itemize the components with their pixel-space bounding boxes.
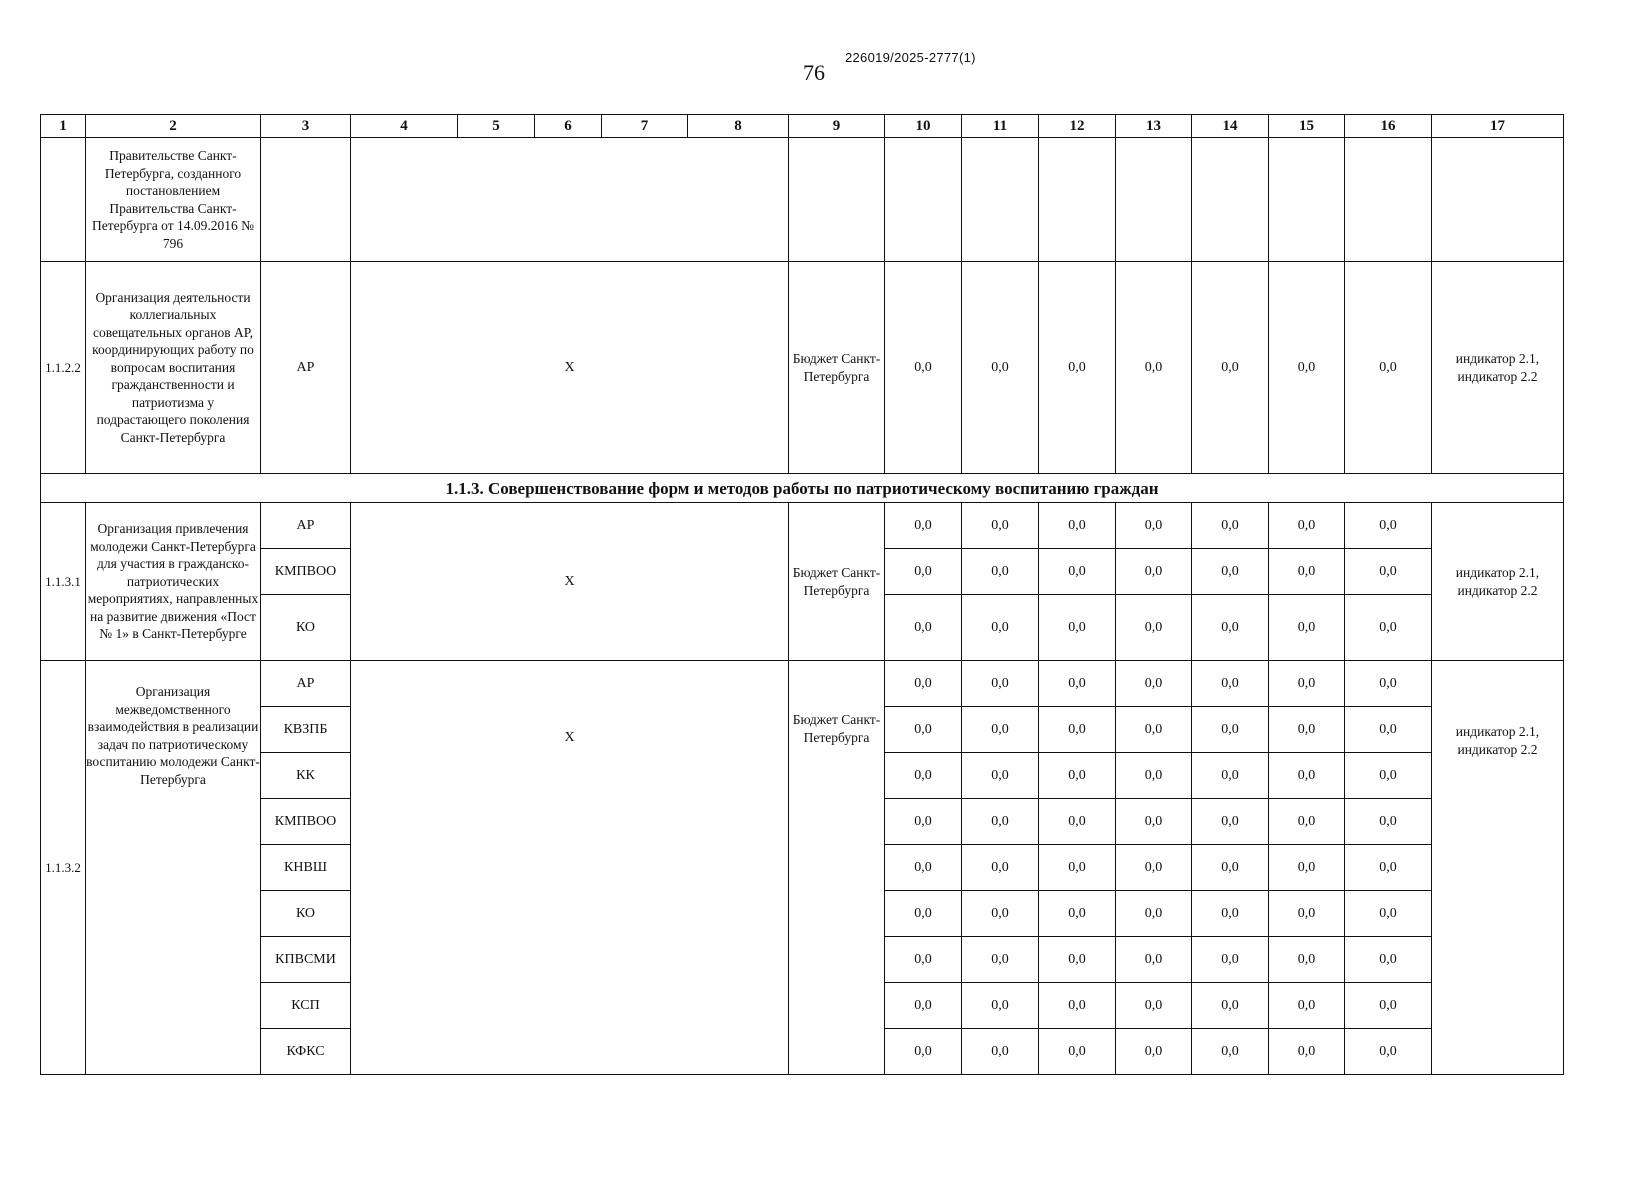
value-cell: 0,0 — [1039, 549, 1116, 595]
value-cell: 0,0 — [962, 595, 1039, 661]
value-cell: 0,0 — [962, 503, 1039, 549]
x-cell: Х — [351, 262, 789, 474]
value-cell: 0,0 — [1269, 799, 1345, 845]
value-cell: 0,0 — [1345, 503, 1432, 549]
value-cell: 0,0 — [1269, 937, 1345, 983]
value-cell: 0,0 — [962, 707, 1039, 753]
value-cell: 0,0 — [1192, 799, 1269, 845]
code-cell: 1.1.2.2 — [41, 262, 86, 474]
value-cell: 0,0 — [1192, 891, 1269, 937]
value-cell — [1345, 138, 1432, 262]
indicator-cell: индикатор 2.1, индикатор 2.2 — [1432, 262, 1564, 474]
table-row — [41, 503, 1564, 549]
column-header: 2 — [86, 115, 261, 138]
value-cell: 0,0 — [1192, 983, 1269, 1029]
executor-cell: АР — [261, 262, 351, 474]
value-cell: 0,0 — [885, 549, 962, 595]
value-cell: 0,0 — [1345, 937, 1432, 983]
executor-cell: АР — [261, 661, 351, 707]
value-cell: 0,0 — [1269, 845, 1345, 891]
executor-cell: КМПВОО — [261, 549, 351, 595]
executor-cell: АР — [261, 503, 351, 549]
value-cell: 0,0 — [885, 707, 962, 753]
code-cell: 1.1.3.2 — [41, 661, 86, 1075]
value-cell: 0,0 — [1192, 595, 1269, 661]
x-cell: Х — [351, 503, 789, 661]
description-cell: Организация привлечения молодежи Санкт-Петербурга для участия в гражданско-патриотических мероприятиях, направленных на развитие движения «Пост № 1» в Санкт-Петербурге — [86, 503, 261, 661]
value-cell: 0,0 — [1116, 983, 1192, 1029]
value-cell: 0,0 — [1269, 891, 1345, 937]
executor-cell: КМПВОО — [261, 799, 351, 845]
indicator-cell — [1432, 138, 1564, 262]
table-row — [41, 262, 1564, 474]
value-cell: 0,0 — [1269, 983, 1345, 1029]
value-cell: 0,0 — [1192, 549, 1269, 595]
value-cell: 0,0 — [1192, 262, 1269, 474]
x-cell: Х — [351, 661, 789, 1075]
column-header: 7 — [602, 115, 688, 138]
column-header: 12 — [1039, 115, 1116, 138]
executor-cell — [261, 138, 351, 262]
value-cell: 0,0 — [1039, 262, 1116, 474]
value-cell: 0,0 — [885, 262, 962, 474]
value-cell: 0,0 — [1039, 1029, 1116, 1075]
column-header: 5 — [458, 115, 535, 138]
column-header: 1 — [41, 115, 86, 138]
value-cell: 0,0 — [1269, 503, 1345, 549]
value-cell: 0,0 — [1345, 753, 1432, 799]
source-cell: Бюджет Санкт-Петербурга — [789, 661, 885, 1075]
column-header: 16 — [1345, 115, 1432, 138]
page-number: 76 — [803, 60, 825, 85]
value-cell — [1192, 138, 1269, 262]
indicator-cell: индикатор 2.1, индикатор 2.2 — [1432, 503, 1564, 661]
value-cell: 0,0 — [962, 549, 1039, 595]
value-cell: 0,0 — [885, 937, 962, 983]
value-cell: 0,0 — [1269, 262, 1345, 474]
value-cell: 0,0 — [1345, 799, 1432, 845]
value-cell: 0,0 — [1269, 707, 1345, 753]
section-title: 1.1.3. Совершенствование форм и методов работы по патриотическому воспитанию граждан — [41, 474, 1564, 503]
executor-cell: КПВСМИ — [261, 937, 351, 983]
column-header: 9 — [789, 115, 885, 138]
executor-cell: КО — [261, 595, 351, 661]
value-cell — [1039, 138, 1116, 262]
code-cell — [41, 138, 86, 262]
value-cell: 0,0 — [1345, 595, 1432, 661]
value-cell: 0,0 — [1116, 799, 1192, 845]
column-header: 8 — [688, 115, 789, 138]
value-cell: 0,0 — [1269, 753, 1345, 799]
value-cell: 0,0 — [1192, 753, 1269, 799]
value-cell: 0,0 — [885, 845, 962, 891]
value-cell: 0,0 — [885, 1029, 962, 1075]
column-header: 13 — [1116, 115, 1192, 138]
value-cell: 0,0 — [1192, 661, 1269, 707]
value-cell: 0,0 — [1192, 707, 1269, 753]
value-cell: 0,0 — [962, 1029, 1039, 1075]
value-cell: 0,0 — [962, 753, 1039, 799]
value-cell: 0,0 — [885, 503, 962, 549]
column-header: 11 — [962, 115, 1039, 138]
value-cell: 0,0 — [1345, 891, 1432, 937]
value-cell: 0,0 — [885, 595, 962, 661]
value-cell: 0,0 — [1116, 845, 1192, 891]
value-cell: 0,0 — [1192, 503, 1269, 549]
value-cell: 0,0 — [1345, 707, 1432, 753]
value-cell: 0,0 — [1116, 661, 1192, 707]
value-cell: 0,0 — [1269, 549, 1345, 595]
executor-cell: КФКС — [261, 1029, 351, 1075]
value-cell: 0,0 — [1345, 1029, 1432, 1075]
value-cell: 0,0 — [885, 891, 962, 937]
value-cell: 0,0 — [1039, 707, 1116, 753]
value-cell: 0,0 — [1269, 595, 1345, 661]
value-cell: 0,0 — [1039, 983, 1116, 1029]
value-cell: 0,0 — [962, 262, 1039, 474]
value-cell: 0,0 — [1039, 753, 1116, 799]
value-cell: 0,0 — [1039, 799, 1116, 845]
column-header: 14 — [1192, 115, 1269, 138]
column-header: 10 — [885, 115, 962, 138]
value-cell: 0,0 — [1116, 937, 1192, 983]
executor-cell: КВЗПБ — [261, 707, 351, 753]
source-cell: Бюджет Санкт-Петербурга — [789, 262, 885, 474]
value-cell: 0,0 — [1269, 1029, 1345, 1075]
value-cell: 0,0 — [1116, 262, 1192, 474]
executor-cell: КО — [261, 891, 351, 937]
executor-cell: КК — [261, 753, 351, 799]
source-cell: Бюджет Санкт-Петербурга — [789, 503, 885, 661]
description-cell: Организация деятельности коллегиальных совещательных органов АР, координирующих работу по вопросам воспитания гражданственности и патриотизма у подрастающего поколения Санкт-Петербурга — [86, 262, 261, 474]
value-cell: 0,0 — [1269, 661, 1345, 707]
value-cell: 0,0 — [885, 753, 962, 799]
value-cell — [1269, 138, 1345, 262]
value-cell: 0,0 — [962, 845, 1039, 891]
value-cell: 0,0 — [1192, 845, 1269, 891]
value-cell: 0,0 — [1039, 595, 1116, 661]
value-cell: 0,0 — [885, 983, 962, 1029]
value-cell: 0,0 — [962, 661, 1039, 707]
document-code: 226019/2025-2777(1) — [845, 50, 976, 65]
value-cell: 0,0 — [1116, 753, 1192, 799]
table-row — [41, 138, 1564, 262]
x-cell — [351, 138, 789, 262]
value-cell: 0,0 — [962, 891, 1039, 937]
executor-cell: КНВШ — [261, 845, 351, 891]
value-cell: 0,0 — [1116, 549, 1192, 595]
table-row — [41, 661, 1564, 707]
column-header: 17 — [1432, 115, 1564, 138]
section-row — [41, 474, 1564, 503]
source-cell — [789, 138, 885, 262]
value-cell: 0,0 — [1345, 661, 1432, 707]
value-cell: 0,0 — [1345, 845, 1432, 891]
column-header: 15 — [1269, 115, 1345, 138]
indicator-cell: индикатор 2.1, индикатор 2.2 — [1432, 661, 1564, 1075]
program-table — [40, 114, 1564, 1075]
value-cell — [1116, 138, 1192, 262]
column-header: 6 — [535, 115, 602, 138]
description-cell: Правительстве Санкт-Петербурга, созданного постановлением Правительства Санкт-Петербурга от 14.09.2016 № 796 — [86, 138, 261, 262]
value-cell: 0,0 — [1039, 891, 1116, 937]
value-cell: 0,0 — [1192, 1029, 1269, 1075]
value-cell: 0,0 — [1039, 661, 1116, 707]
value-cell: 0,0 — [1345, 262, 1432, 474]
value-cell: 0,0 — [1039, 845, 1116, 891]
value-cell: 0,0 — [962, 799, 1039, 845]
value-cell: 0,0 — [1192, 937, 1269, 983]
code-cell: 1.1.3.1 — [41, 503, 86, 661]
value-cell: 0,0 — [962, 937, 1039, 983]
value-cell — [885, 138, 962, 262]
header-row — [41, 115, 1564, 138]
value-cell: 0,0 — [1116, 707, 1192, 753]
value-cell: 0,0 — [885, 661, 962, 707]
value-cell: 0,0 — [885, 799, 962, 845]
value-cell: 0,0 — [1039, 503, 1116, 549]
value-cell — [962, 138, 1039, 262]
column-header: 3 — [261, 115, 351, 138]
value-cell: 0,0 — [1345, 549, 1432, 595]
value-cell: 0,0 — [1116, 595, 1192, 661]
value-cell: 0,0 — [1116, 503, 1192, 549]
value-cell: 0,0 — [1039, 937, 1116, 983]
value-cell: 0,0 — [1116, 891, 1192, 937]
value-cell: 0,0 — [1116, 1029, 1192, 1075]
executor-cell: КСП — [261, 983, 351, 1029]
value-cell: 0,0 — [1345, 983, 1432, 1029]
description-cell: Организация межведомственного взаимодействия в реализации задач по патриотическому воспитанию молодежи Санкт-Петербурга — [86, 661, 261, 1075]
column-header: 4 — [351, 115, 458, 138]
value-cell: 0,0 — [962, 983, 1039, 1029]
